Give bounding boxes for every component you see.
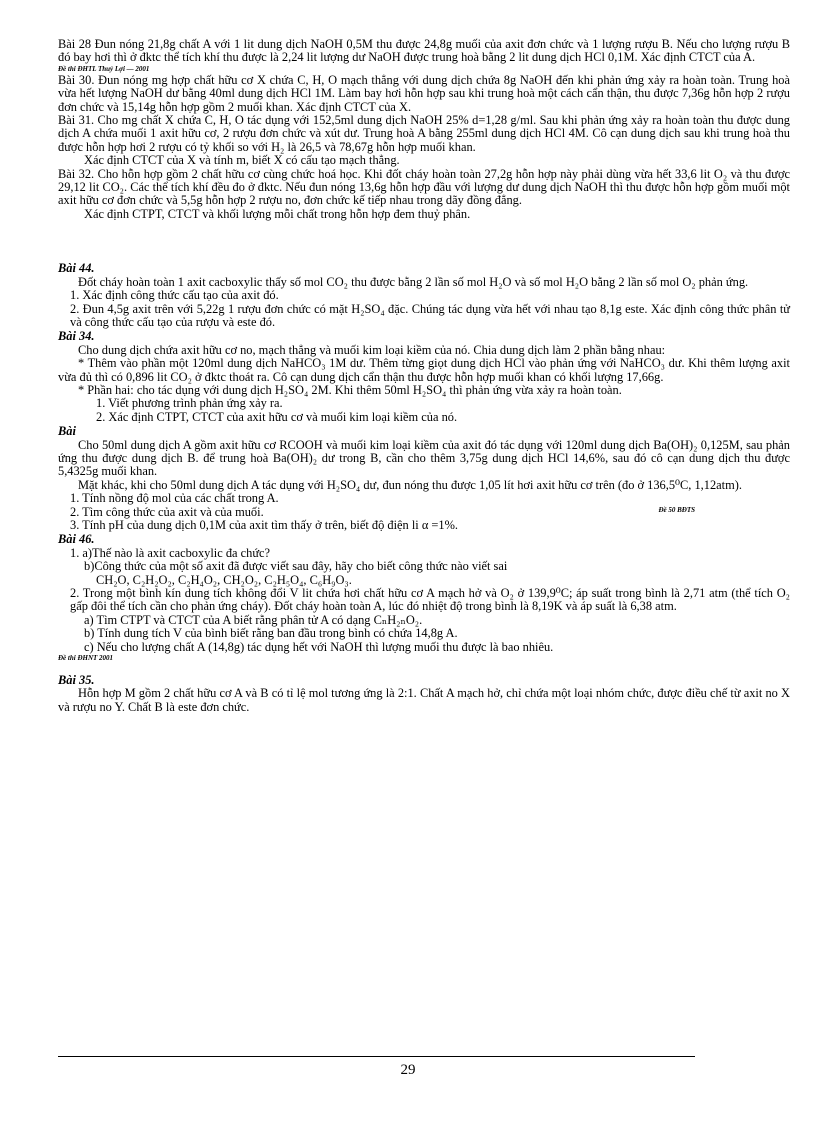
paragraph (58, 506, 790, 519)
exercise-heading: Bài 44. (58, 261, 95, 276)
paragraph: 2. Đun 4,5g axit trên với 5,22g 1 rượu đơn chức có mặt H₂SO₄ đặc. Chúng tác dụng vừa hết với nhau tạo 8,1g este. Xác định công thức phân tử và công thức cấu tạo của rượu và este đó. (70, 301, 790, 329)
paragraph: * Phần hai: cho tác dụng với dung dịch H₂SO₄ 2M. Khi thêm 50ml H₂SO₄ thì phản ứng vừa xảy ra hoàn toàn. (78, 382, 622, 397)
spacer (58, 663, 790, 673)
spacer (58, 221, 790, 261)
paragraph: Đốt cháy hoàn toàn 1 axit cacboxylic thấy số mol CO₂ thu được bằng 2 lần số mol H₂O và số mol H₂O bằng 2 lần số mol O₂ phản ứng. (78, 274, 749, 289)
paragraph: Bài 32. Cho hỗn hợp gồm 2 chất hữu cơ cùng chức hoá học. Khi đốt cháy hoàn toàn 27,2g hỗn hợp này phải dùng vừa hết 33,6 lit O₂ và thu được 29,12 lit CO₂. Các thể tích khí đều đo ở đktc. Nếu đun nóng 13,6g hỗn hợp đầu với lượng dư dung dịch NaOH thì thu được hỗn hợp gồm muối một axit hữu cơ đơn chức và 5,5g hỗn hợp 2 rượu no, đơn chức kế tiếp nhau trong dãy đồng đẳng. (58, 166, 790, 208)
exercise-heading: Bài 34. (58, 329, 95, 344)
paragraph: Mặt khác, khi cho 50ml dung dịch A tác dụng với H₂SO₄ dư, đun nóng thu được 1,05 lít hơi axit hữu cơ trên (đo ở 136,5⁰C, 1,12atm). (78, 477, 742, 492)
paragraph: Cho 50ml dung dịch A gồm axit hữu cơ RCOOH và muối kim loại kiềm của axit đó tác dụng với 120ml dung dịch Ba(OH)₂ 0,125M, sau phản ứng thu được dung dịch B. để trung hoà Ba(OH)₂ dư trong B, cần cho thêm 3,75g dung dịch HCl 14,6%, sau đó cô cạn dung dịch thu được 5,4325g muối khan. (58, 437, 790, 479)
paragraph: Bài 31. Cho mg chất X chứa C, H, O tác dụng với 152,5ml dung dịch NaOH 25% d=1,28 g/ml. Sau khi phản ứng xảy ra hoàn toàn thu được dung dịch A chứa muối 1 axit hữu cơ, 2 rượu đơn chức và xút dư. Trung hoà A bằng 255ml dung dịch HCl 4M. Cô cạn dung dịch sau khi trung hoà thu được hỗn hợp hơi 2 rượu có tỷ khối so với H₂ là 26,5 và 78,67g hỗn hợp muối khan. (58, 113, 790, 154)
exercise-heading: Bài 35. (58, 673, 95, 688)
paragraph: c) Nếu cho lượng chất A (14,8g) tác dụng hết với NaOH thì lượng muối thu được là bao nhiêu. (84, 639, 554, 654)
paragraph: Hỗn hợp M gồm 2 chất hữu cơ A và B có tỉ lệ mol tương ứng là 2:1. Chất A mạch hở, chỉ chứa một loại nhóm chức, được điều chế từ axit no X và rượu no Y. Chất B là este đơn chức. (58, 686, 790, 714)
page-number: 29 (400, 1062, 416, 1078)
paragraph: 1. Viết phương trình phản ứng xảy ra. (96, 396, 283, 411)
paragraph: b) Tính dung tích V của bình biết rằng ban đầu trong bình có chứa 14,8g A. (84, 626, 458, 641)
paragraph: Xác định CTPT, CTCT và khối lượng mỗi chất trong hỗn hợp đem thuỷ phân. (84, 206, 471, 221)
paragraph: 1. a)Thế nào là axit cacboxylic đa chức? (70, 545, 271, 560)
source-note: Đề thi ĐHTL Thuỷ Lợi — 2001 (58, 64, 150, 73)
paragraph: 2. Trong một bình kín dung tích không đổi V lit chứa hơi chất hữu cơ A mạch hở và O₂ ở 139,9⁰C; áp suất trong bình là 2,71 atm (thể tích O₂ gấp đôi thể tích cần cho phản ứng cháy). Đốt cháy hoàn toàn A, lúc đó nhiệt độ trong bình là 8,19K và áp suất là 6,38 atm. (70, 586, 790, 614)
paragraph: b)Công thức của một số axit đã được viết sau đây, hãy cho biết công thức nào viết sai (84, 559, 508, 574)
paragraph: 3. Tính pH của dung dịch 0,1M của axit tìm thấy ở trên, biết độ điện li α =1%. (70, 518, 459, 532)
paragraph: Bài 28 Đun nóng 21,8g chất A với 1 lit dung dịch NaOH 0,5M thu được 24,8g muối của axit đơn chức và 1 lượng rượu B. Nếu cho lượng rượu B đó bay hơi thì ở đktc thể tích khí thu được là 2,24 lit lượng dư NaOH được trung hoà bằng 2 lit dung dịch HCl 0,1M. Xác định CTCT của A. (58, 37, 790, 65)
document-body (58, 38, 790, 714)
paragraph: Bài 30. Đun nóng mg hợp chất hữu cơ X chứa C, H, O mạch thẳng với dung dịch chứa 8g NaOH đến khi phản ứng xảy ra hoàn toàn. Trung hoà vừa hết lượng NaOH dư bằng 40ml dung dịch HCl 1M. Làm bay hơi hỗn hợp sau khi trung hoà một cách cẩn thận, thu được 7,36g hỗn hợp 2 rượu đơn chức và 15,14g hỗn hợp gồm 2 muối khan. Xác định CTCT của X. (58, 72, 790, 114)
paragraph: Xác định CTCT của X và tính m, biết X có cấu tạo mạch thẳng. (84, 153, 400, 168)
exercise-heading: Bài 46. (58, 532, 95, 547)
paragraph: a) Tìm CTPT và CTCT của A biết rằng phân tử A có dạng CₙH₂ₙO₂. (84, 612, 423, 627)
paragraph: 1. Tính nồng độ mol của các chất trong A. (70, 491, 279, 506)
footer-rule (58, 1056, 695, 1057)
source-note: Đề 50 BĐTS (658, 505, 695, 514)
paragraph-text: 2. Tìm công thức của axit và của muối. (70, 504, 264, 519)
paragraph: 2. Xác định CTPT, CTCT của axit hữu cơ và muối kim loại kiềm của nó. (96, 409, 458, 424)
source-note: Đề thi ĐHNT 2001 (58, 654, 114, 663)
paragraph: 1. Xác định công thức cấu tạo của axit đó. (70, 288, 279, 303)
exercise-heading: Bài (58, 424, 76, 439)
paragraph: CH₂O, C₂H₂O₂, C₂H₄O₂, CH₂O₂, C₂H₅O₄, C₆H₉O₃. (96, 572, 352, 587)
paragraph: Cho dung dịch chứa axit hữu cơ no, mạch thẳng và muối kim loại kiềm của nó. Chia dung dịch làm 2 phần bằng nhau: (78, 342, 666, 357)
paragraph: * Thêm vào phần một 120ml dung dịch NaHCO₃ 1M dư. Thêm từng giọt dung dịch HCl vào phản ứng với NaHCO₃ dư. Khi thêm lượng axit vừa đủ thì có 0,896 lit CO₂ ở đktc thoát ra. Cô cạn dung dịch cẩn thận thu được hỗn hợp muối khan có khối lượng 17,66g. (58, 356, 790, 384)
